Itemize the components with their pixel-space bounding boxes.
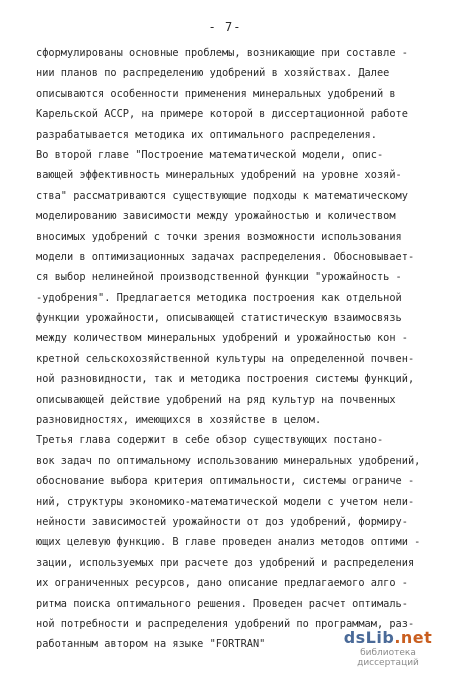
dslib-watermark	[338, 628, 438, 668]
text-line: Третья глава содержит в себе обзор существующих постано-	[36, 434, 384, 447]
text-line: -удобрения". Предлагается методика построения как отдельной	[36, 291, 402, 304]
dslib-logo	[338, 628, 438, 647]
watermark-subtitle: библиотека диссертаций	[357, 648, 419, 668]
text-line: работанным автором на языке "FORTRAN"	[36, 638, 266, 651]
text-line: модели в оптимизационных задачах распределения. Обосновывает-	[36, 250, 415, 263]
body-text	[36, 43, 426, 655]
text-line: разновидностях, имеющихся в хозяйстве в целом.	[36, 414, 322, 427]
text-line: ной потребности и распределения удобрений по программам, раз-	[36, 617, 415, 630]
text-line: ства" рассматриваются существующие подходы к математическому	[36, 189, 408, 202]
text-line: ющих целевую функцию. В главе проведен анализ методов оптими -	[36, 536, 421, 549]
text-line: вок задач по оптимальному использованию минеральных удобрений,	[36, 454, 421, 467]
text-line: ний, структуры экономико-математической модели с учетом нели-	[36, 495, 415, 508]
text-line: Карельской АССР, на примере которой в диссертационной работе	[36, 108, 408, 121]
text-line: вающей эффективность минеральных удобрений на уровне хозяй-	[36, 169, 402, 182]
text-line: обоснование выбора критерия оптимальности, системы ограниче -	[36, 475, 415, 488]
text-line: нейности зависимостей урожайности от доз удобрений, формиру-	[36, 515, 408, 528]
text-line: ся выбор нелинейной производственной функции "урожайность -	[36, 271, 402, 284]
text-line: кретной сельскохозяйственной культуры на определенной почвен-	[36, 352, 415, 365]
text-line: сформулированы основные проблемы, возникающие при составле -	[36, 47, 408, 59]
text-line: Во второй главе "Построение математической модели, опис-	[36, 148, 384, 161]
text-line: ной разновидности, так и методика построения системы функций,	[36, 373, 415, 386]
text-line: между количеством минеральных удобрений и урожайностью кон -	[36, 332, 408, 345]
text-line: описываются особенности применения минеральных удобрений в	[36, 87, 396, 100]
text-line: нии планов по распределению удобрений в хозяйствах. Далее	[36, 67, 390, 80]
text-line: вносимых удобрений с точки зрения возможности использования	[36, 230, 402, 243]
text-line: их ограниченных ресурсов, дано описание предлагаемого алго -	[36, 577, 408, 590]
text-line: ритма поиска оптимального решения. Проведен расчет оптималь-	[36, 597, 408, 610]
logo-accent: .net	[394, 628, 433, 647]
text-line: описывающей действие удобрений на ряд культур на почвенных	[36, 393, 396, 406]
text-line: зации, используемых при расчете доз удобрений и распределения	[36, 556, 415, 569]
text-line: функции урожайности, описывающей статистическую взаимосвязь	[36, 312, 402, 325]
logo-main: dsLib	[343, 628, 395, 647]
page-number: - 7-	[208, 20, 242, 34]
text-line: моделированию зависимости между урожайностью и количеством	[36, 210, 396, 223]
text-line: разрабатывается методика их оптимального распределения.	[36, 128, 377, 141]
